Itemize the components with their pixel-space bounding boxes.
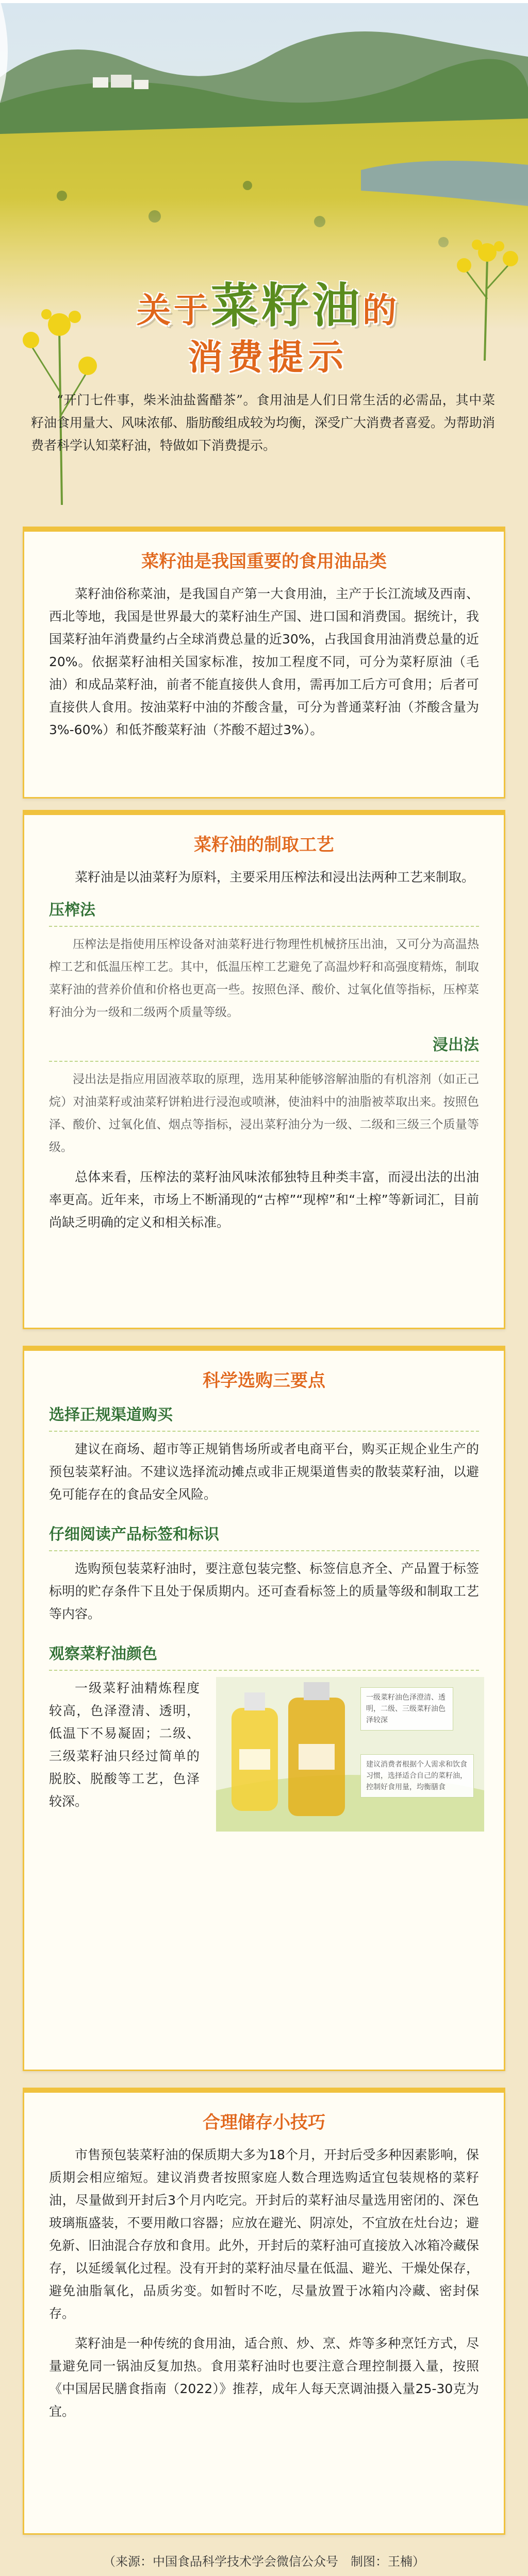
summary-body: 总体来看，压榨法的菜籽油风味浓郁独特且种类丰富，而浸出法的出油率更高。近年来，市场上不断涌现的“古榨”“现榨”和“土榨”等新词汇，目前尚缺乏明确的定义和相关标准。: [49, 1170, 479, 1230]
section-storage-tips: [23, 2092, 505, 2535]
source-credit: （来源：中国食品科学技术学会微信公众号 制图：王楠）: [103, 2554, 425, 2569]
divider: [49, 1061, 479, 1062]
subheading-channels: 选择正规渠道购买: [49, 1406, 173, 1424]
extraction-body: 浸出法是指应用固液萃取的原理，选用某种能够溶解油脂的有机溶剂（如正己烷）对油菜籽或油菜籽饼粕进行浸泡或喷淋，使油料中的油脂被萃取出来。按照色泽、酸价、过氧化值、烟点等指标，浸出菜籽油分为一级、二级和三级三个质量等级。: [49, 1073, 479, 1154]
divider: [49, 1670, 479, 1671]
section-body: 菜籽油是以油菜籽为原料，主要采用压榨法和浸出法两种工艺来制取。: [75, 870, 475, 885]
divider: [49, 1550, 479, 1551]
section-title: 合理储存小技巧: [203, 2112, 325, 2133]
title-line-2: 消费提示: [187, 337, 349, 378]
pressing-body: 压榨法是指使用压榨设备对油菜籽进行物理性机械挤压出油，又可分为高温热榨工艺和低温压榨工艺。其中，低温压榨工艺避免了高温炒籽和高强度精炼，制取菜籽油的营养价值和价格也更高一些。按照色泽、酸价、过氧化值等指标，压榨菜籽油分为一级和二级两个质量等级。: [49, 938, 479, 1019]
subheading-extraction: 浸出法: [433, 1036, 479, 1054]
subheading-color: 观察菜籽油颜色: [49, 1645, 157, 1663]
section-body: 菜籽油俗称菜油，是我国自产第一大食用油，主产于长江流域及西南、西北等地，我国是世界最大的菜籽油生产国、进口国和消费国。据统计，我国菜籽油年消费量约占全球消费总量的近30%，占我国食用油消费总量的近20%。依据菜籽油相关国家标准，按加工程度不同，可分为菜籽原油（毛油）和成品菜籽油，前者不能直接供人食用，需再加工后方可食用；后者可直接供人食用。按油菜籽中油的芥酸含量，可分为普通菜籽油（芥酸含量为3%-60%）和低芥酸菜籽油（芥酸不超过3%）。: [49, 586, 479, 737]
intro-paragraph: “开门七件事，柴米油盐酱醋茶”。食用油是人们日常生活的必需品，其中菜籽油食用量大、风味浓郁、脂肪酸组成较为均衡，深受广大消费者喜爱。为帮助消费者科学认知菜籽油，特做如下消费提示。: [31, 393, 496, 453]
subheading-pressing: 压榨法: [49, 901, 95, 919]
divider: [49, 926, 479, 927]
channels-body: 建议在商场、超市等正规销售场所或者电商平台，购买正规企业生产的预包装菜籽油。不建议选择流动摊点或非正规渠道售卖的散装菜籽油，以避免可能存在的食品安全风险。: [49, 1442, 479, 1502]
page-title: [0, 258, 528, 378]
section-title: 菜籽油是我国重要的食用油品类: [141, 551, 387, 572]
oil-bottles-image: [216, 1677, 484, 1832]
callout-color-note: 一级菜籽油色泽澄清、透明，二级、三级菜籽油色泽较深: [360, 1687, 453, 1731]
divider: [49, 1431, 479, 1432]
labels-body: 选购预包装菜籽油时，要注意包装完整、标签信息齐全、产品置于标签标明的贮存条件下且处于保质期内。还可查看标签上的质量等级和制取工艺等内容。: [49, 1561, 479, 1621]
title-line-1: [82, 268, 454, 336]
section-production-process: [23, 814, 505, 1329]
storage-body: 市售预包装菜籽油的保质期大多为18个月，开封后受多种因素影响，保质期会相应缩短。建议消费者按照家庭人数合理选购适宜包装规格的菜籽油，尽量做到开封后3个月内吃完。开封后的菜籽油尽量选用密闭的、深色玻璃瓶盛装，不要用敞口容器；应放在避光、阴凉处，不宜放在灶台边；避免新、旧油混合存放和食用。此外，开封后的菜籽油可直接放入冰箱冷藏保存，以延缓氧化过程。没有开封的菜籽油尽量在低温、避光、干燥处保存，避免油脂氧化，品质劣变。如暂时不吃，尽量放置于冰箱内冷藏、密封保存。: [49, 2147, 479, 2321]
section-importance: [23, 531, 505, 799]
section-title: 菜籽油的制取工艺: [194, 835, 334, 855]
section-buying-tips: [23, 1350, 505, 2071]
subheading-labels: 仔细阅读产品标签和标识: [49, 1526, 219, 1544]
section-title: 科学选购三要点: [203, 1370, 325, 1391]
usage-body: 菜籽油是一种传统的食用油，适合煎、炒、烹、炸等多种烹饪方式，尽量避免同一锅油反复加热。食用菜籽油时也要注意合理控制摄入量，按照《中国居民膳食指南（2022）》推荐，成年人每天烹调油摄入量25-30克为宜。: [49, 2336, 479, 2419]
color-block: [24, 1677, 504, 1852]
title-suffix: 的: [362, 290, 400, 330]
title-prefix: 关于: [136, 290, 211, 330]
color-body: 一级菜籽油精炼程度较高，色泽澄清、透明，低温下不易凝固；二级、三级菜籽油只经过简单的脱胶、脱酸等工艺，色泽较深。: [49, 1681, 200, 1809]
title-main: 菜籽油: [210, 278, 362, 333]
callout-advice-note: 建议消费者根据个人需求和饮食习惯，选择适合自己的菜籽油，控制好食用量，均衡膳食: [360, 1754, 474, 1798]
